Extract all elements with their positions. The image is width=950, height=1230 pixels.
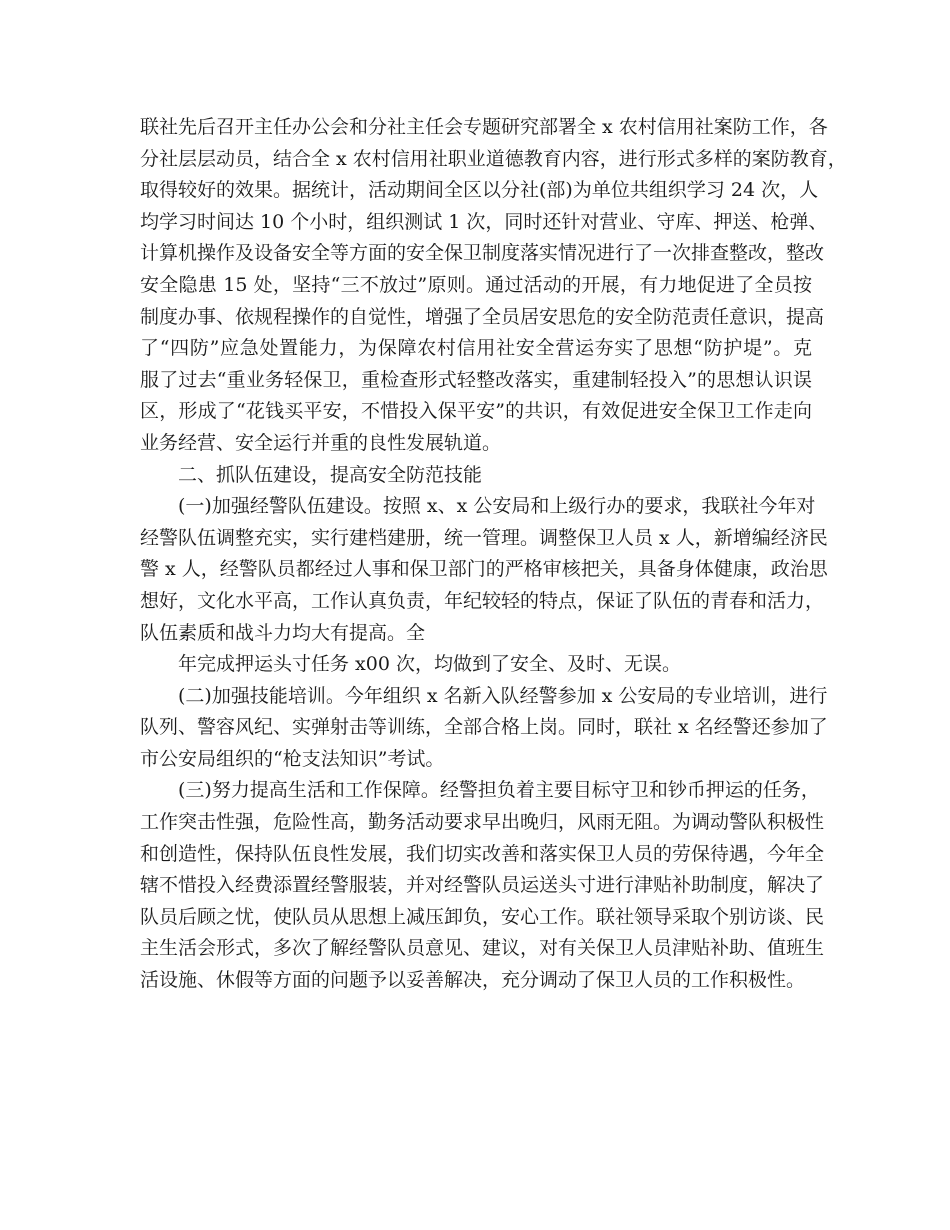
paragraph-line: 主生活会形式，多次了解经警队员意见、建议，对有关保卫人员津贴补助、值班生 (140, 937, 825, 960)
paragraph-line: 取得较好的效果。据统计，活动期间全区以分社(部)为单位共组织学习 24 次，人 (140, 179, 819, 202)
paragraph-line: 制度办事、依规程操作的自觉性，增强了全员居安思危的安全防范责任意识，提高 (140, 305, 825, 328)
paragraph-line: 市公安局组织的“枪支法知识”考试。 (140, 747, 445, 770)
paragraph-line: 联社先后召开主任办公会和分社主任会专题研究部署全 x 农村信用社案防工作，各 (140, 116, 828, 138)
paragraph-line: 年完成押运头寸任务 x00 次，均做到了安全、及时、无误。 (178, 653, 681, 676)
paragraph-line: (一)加强经警队伍建设。按照 x、x 公安局和上级行办的要求，我联社今年对 (178, 495, 816, 518)
paragraph-line: 业务经营、安全运行并重的良性发展轨道。 (140, 431, 502, 454)
paragraph-line: (三)努力提高生活和工作保障。经警担负着主要目标守卫和钞币押运的任务， (178, 779, 820, 802)
document-body (140, 112, 847, 997)
paragraph-line: 想好，文化水平高，工作认真负责，年纪较轻的特点，保证了队伍的青春和活力， (140, 589, 825, 612)
paragraph-line: 工作突击性强，危险性高，勤务活动要求早出晚归，风雨无阻。为调动警队积极性 (140, 811, 825, 834)
paragraph-line: 队列、警容风纪、实弹射击等训练，全部合格上岗。同时，联社 x 名经警还参加了 (140, 716, 828, 739)
paragraph-line: 安全隐患 15 处，坚持“三不放过”原则。通过活动的开展，有力地促进了全员按 (140, 273, 812, 296)
paragraph-line: 活设施、休假等方面的问题予以妥善解决，充分调动了保卫人员的工作积极性。 (140, 969, 806, 992)
paragraph-line: 经警队伍调整充实，实行建档建册，统一管理。调整保卫人员 x 人，新增编经济民 (140, 526, 828, 549)
paragraph-line: 分社层层动员，结合全 x 农村信用社职业道德教育内容，进行形式多样的案防教育， (140, 147, 847, 170)
paragraph-line: 和创造性，保持队伍良性发展，我们切实改善和落实保卫人员的劳保待遇，今年全 (140, 842, 825, 865)
paragraph-line: 警 x 人，经警队员都经过人事和保卫部门的严格审核把关，具备身体健康，政治思 (140, 558, 828, 581)
paragraph-line: 队伍素质和战斗力均大有提高。全 (140, 621, 426, 644)
section-heading: 二、抓队伍建设，提高安全防范技能 (178, 463, 483, 486)
paragraph-line: 计算机操作及设备安全等方面的安全保卫制度落实情况进行了一次排查整改，整改 (140, 242, 825, 265)
paragraph-line: 服了过去“重业务轻保卫，重检查形式轻整改落实，重建制轻投入”的思想认识误 (140, 368, 812, 391)
paragraph-line: 辖不惜投入经费添置经警服装，并对经警队员运送头寸进行津贴补助制度，解决了 (140, 874, 825, 897)
paragraph-line: 区，形成了“花钱买平安，不惜投入保平安”的共识，有效促进安全保卫工作走向 (140, 400, 812, 423)
paragraph-line: 队员后顾之忧，使队员从思想上减压卸负，安心工作。联社领导采取个别访谈、民 (140, 905, 825, 928)
paragraph-line: 均学习时间达 10 个小时，组织测试 1 次，同时还针对营业、守库、押送、枪弹、 (140, 210, 828, 233)
paragraph-line: 了“四防”应急处置能力，为保障农村信用社安全营运夯实了思想“防护堤”。克 (140, 337, 812, 360)
paragraph-line: (二)加强技能培训。今年组织 x 名新入队经警参加 x 公安局的专业培训，进行 (178, 684, 828, 707)
